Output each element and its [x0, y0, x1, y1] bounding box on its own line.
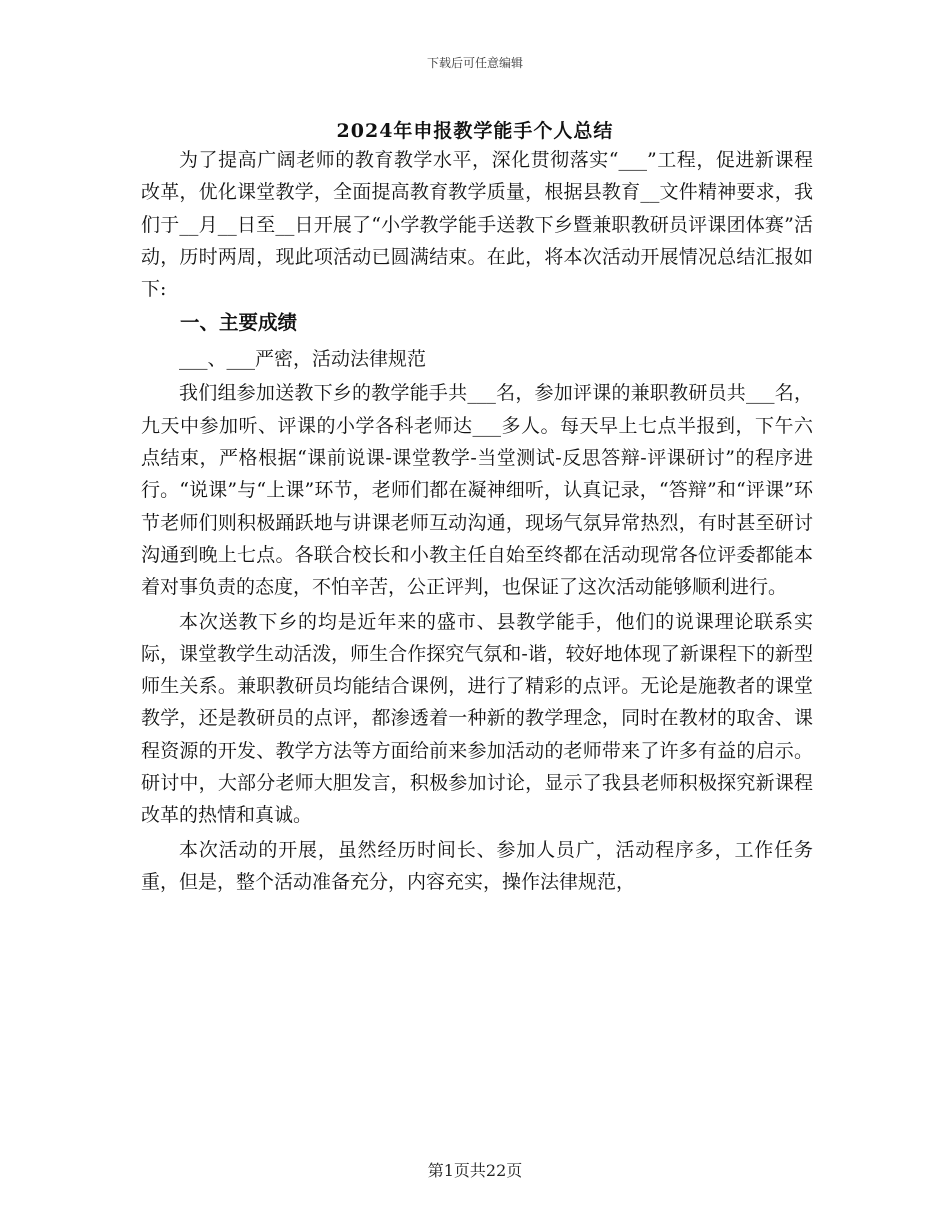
page-footer: 第1页共22页 — [427, 1161, 523, 1180]
body-paragraph: 我们组参加送教下乡的教学能手共___名，参加评课的兼职教研员共___名，九天中参加听、评课的小学各科老师达___多人。每天早上七点半报到，下午六点结束，严格根据“课前说课-课堂教学-当堂测试-反思答辩-评课研讨”的程序进行。“说课”与“上课”环节，老师们都在凝神细听，认真记录，“答辩”和“评课”环节老师们则积极踊跃地与讲课老师互动沟通，现场气氛异常热烈，有时甚至研讨沟通到晚上七点。各联合校长和小教主任自始至终都在活动现常各位评委都能本着对事负责的态度，不怕辛苦，公正评判，也保证了这次活动能够顺利进行。 — [141, 382, 813, 599]
section-heading: 一、主要成绩 — [180, 311, 298, 335]
subsection-heading: ___、___严密，活动法律规范 — [179, 348, 427, 371]
body-paragraph: 本次送教下乡的均是近年来的盛市、县教学能手，他们的说课理论联系实际，课堂教学生动活泼，师生合作探究气氛和-谐，较好地体现了新课程下的新型师生关系。兼职教研员均能结合课例，进行了精彩的点评。无论是施教者的课堂教学，还是教研员的点评，都渗透着一种新的教学理念，同时在教材的取舍、课程资源的开发、教学方法等方面给前来参加活动的老师带来了许多有益的启示。研讨中，大部分老师大胆发言，积极参加讨论，显示了我县老师积极探究新课程改革的热情和真诚。 — [141, 610, 813, 827]
header-note: 下载后可任意编辑 — [426, 56, 523, 70]
document-body — [141, 144, 813, 898]
intro-paragraph: 为了提高广阔老师的教育教学水平，深化贯彻落实“___”工程，促进新课程改革，优化课堂教学，全面提高教育教学质量，根据县教育__文件精神要求，我们于__月__日至__日开展了“小学教学能手送教下乡暨兼职教研员评课团体赛”活动，历时两周，现此项活动已圆满结束。在此，将本次活动开展情况总结汇报如下: — [141, 149, 813, 301]
body-paragraph: 本次活动的开展，虽然经历时间长、参加人员广，活动程序多，工作任务重，但是，整个活动准备充分，内容充实，操作法律规范， — [141, 838, 813, 893]
document-title: 2024年申报教学能手个人总结 — [336, 120, 614, 142]
